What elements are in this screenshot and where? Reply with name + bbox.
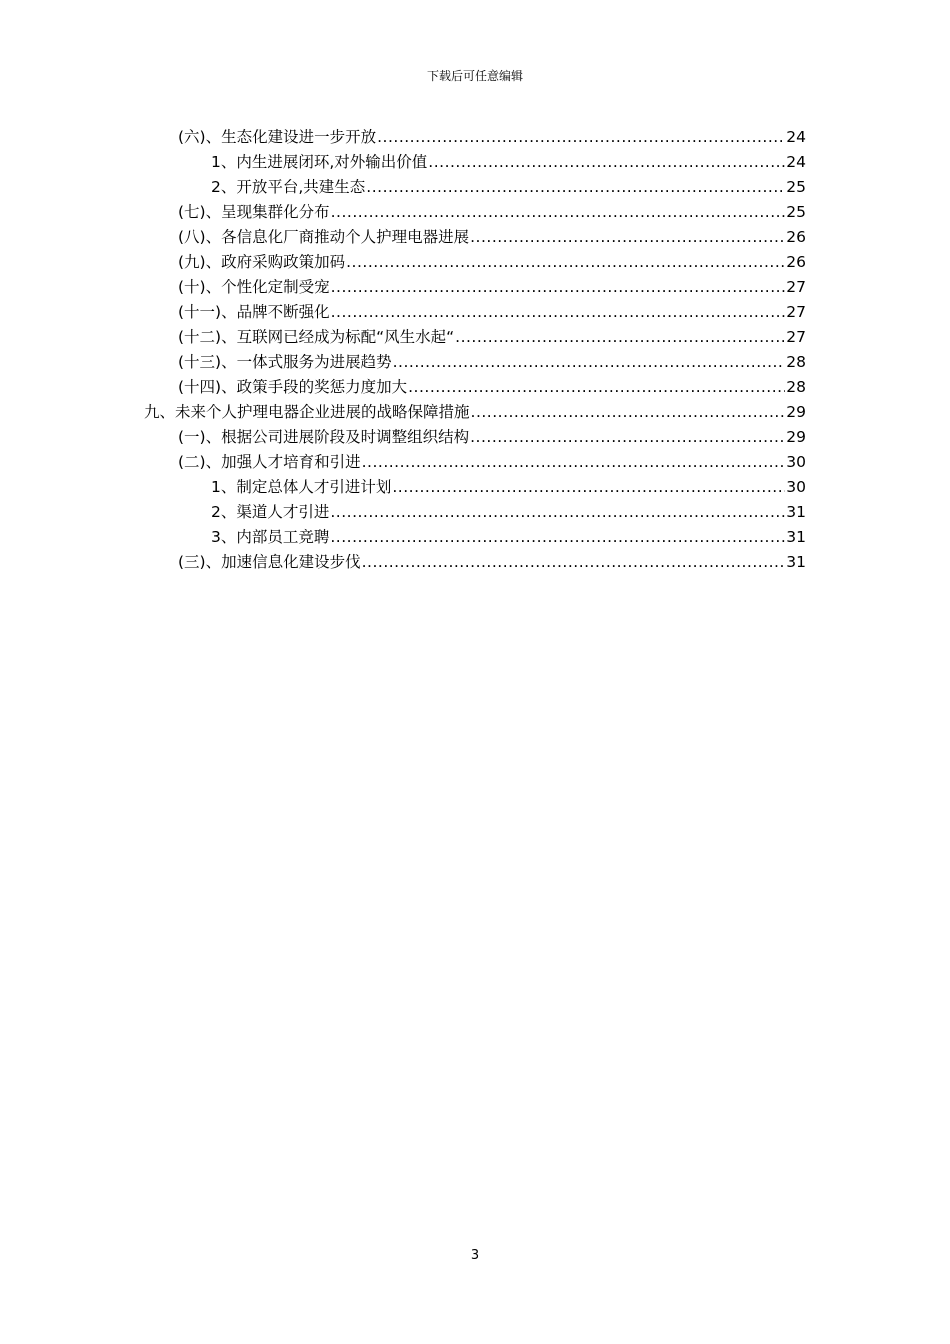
toc-entry-title: (十)、个性化定制受宠 — [178, 278, 330, 296]
toc-entry[interactable] — [178, 551, 806, 573]
toc-dot-leader — [408, 376, 785, 398]
toc-entry[interactable] — [178, 126, 806, 148]
toc-entry[interactable] — [178, 351, 806, 373]
toc-entry-page: 31 — [786, 553, 806, 571]
toc-entry-page: 29 — [786, 403, 806, 421]
toc-dot-leader — [377, 126, 785, 148]
toc-entry-page: 25 — [786, 203, 806, 221]
toc-entry[interactable] — [211, 501, 806, 523]
toc-entry[interactable] — [178, 201, 806, 223]
toc-dot-leader — [392, 476, 785, 498]
toc-dot-leader — [362, 551, 786, 573]
toc-entry-page: 28 — [786, 353, 806, 371]
toc-dot-leader — [330, 526, 785, 548]
toc-dot-leader — [470, 426, 785, 448]
toc-entry[interactable] — [178, 276, 806, 298]
toc-entry-title: 1、制定总体人才引进计划 — [211, 478, 392, 496]
toc-entry-page: 24 — [786, 153, 806, 171]
toc-dot-leader — [470, 226, 785, 248]
toc-entry-page: 28 — [786, 378, 806, 396]
toc-entry-title: (三)、加速信息化建设步伐 — [178, 553, 361, 571]
toc-entry-title: 2、渠道人才引进 — [211, 503, 330, 521]
toc-entry-page: 27 — [786, 278, 806, 296]
toc-dot-leader — [362, 451, 786, 473]
toc-dot-leader — [393, 351, 786, 373]
toc-entry-page: 30 — [786, 453, 806, 471]
toc-entry-title: (十四)、政策手段的奖惩力度加大 — [178, 378, 408, 396]
toc-entry-title: 2、开放平台,共建生态 — [211, 178, 366, 196]
page-header: 下载后可任意编辑 — [426, 69, 523, 83]
toc-entry-title: 3、内部员工竞聘 — [211, 528, 330, 546]
toc-entry[interactable] — [211, 151, 806, 173]
toc-entry[interactable] — [211, 526, 806, 548]
toc-entry-page: 27 — [786, 303, 806, 321]
toc-entry-page: 24 — [786, 128, 806, 146]
toc-entry-title: (八)、各信息化厂商推动个人护理电器进展 — [178, 228, 470, 246]
toc-entry-page: 31 — [786, 503, 806, 521]
toc-dot-leader — [331, 276, 786, 298]
toc-entry[interactable] — [178, 376, 806, 398]
toc-entry[interactable] — [211, 176, 806, 198]
toc-entry-title: (十三)、一体式服务为进展趋势 — [178, 353, 392, 371]
toc-entry-page: 26 — [786, 253, 806, 271]
toc-entry-title: (六)、生态化建设进一步开放 — [178, 128, 377, 146]
toc-entry-page: 29 — [786, 428, 806, 446]
toc-dot-leader — [471, 401, 786, 423]
toc-entry-page: 26 — [786, 228, 806, 246]
toc-entry[interactable] — [178, 326, 806, 348]
toc-entry-title: (九)、政府采购政策加码 — [178, 253, 346, 271]
toc-entry-title: (一)、根据公司进展阶段及时调整组织结构 — [178, 428, 470, 446]
toc-dot-leader — [331, 301, 786, 323]
toc-dot-leader — [366, 176, 785, 198]
toc-dot-leader — [331, 201, 786, 223]
toc-entry-title: 1、内生进展闭环,对外输出价值 — [211, 153, 428, 171]
toc-entry[interactable] — [178, 226, 806, 248]
toc-entry-page: 27 — [786, 328, 806, 346]
toc-entry-title: 九、未来个人护理电器企业进展的战略保障措施 — [144, 403, 470, 421]
toc-dot-leader — [455, 326, 785, 348]
toc-entry[interactable] — [178, 451, 806, 473]
toc-entry[interactable] — [211, 476, 806, 498]
toc-dot-leader — [330, 501, 785, 523]
toc-entry-title: (十一)、品牌不断强化 — [178, 303, 330, 321]
toc-entry[interactable] — [178, 301, 806, 323]
toc-entry[interactable] — [178, 251, 806, 273]
toc-entry-page: 25 — [786, 178, 806, 196]
toc-entry[interactable] — [178, 426, 806, 448]
page-number: 3 — [470, 1248, 480, 1263]
toc-entry[interactable] — [144, 401, 806, 423]
toc-entry-title: (二)、加强人才培育和引进 — [178, 453, 361, 471]
toc-entry-page: 30 — [786, 478, 806, 496]
toc-entry-title: (十二)、互联网已经成为标配“风生水起“ — [178, 328, 455, 346]
toc-entry-page: 31 — [786, 528, 806, 546]
toc-dot-leader — [428, 151, 785, 173]
toc-dot-leader — [346, 251, 785, 273]
toc-entry-title: (七)、呈现集群化分布 — [178, 203, 330, 221]
